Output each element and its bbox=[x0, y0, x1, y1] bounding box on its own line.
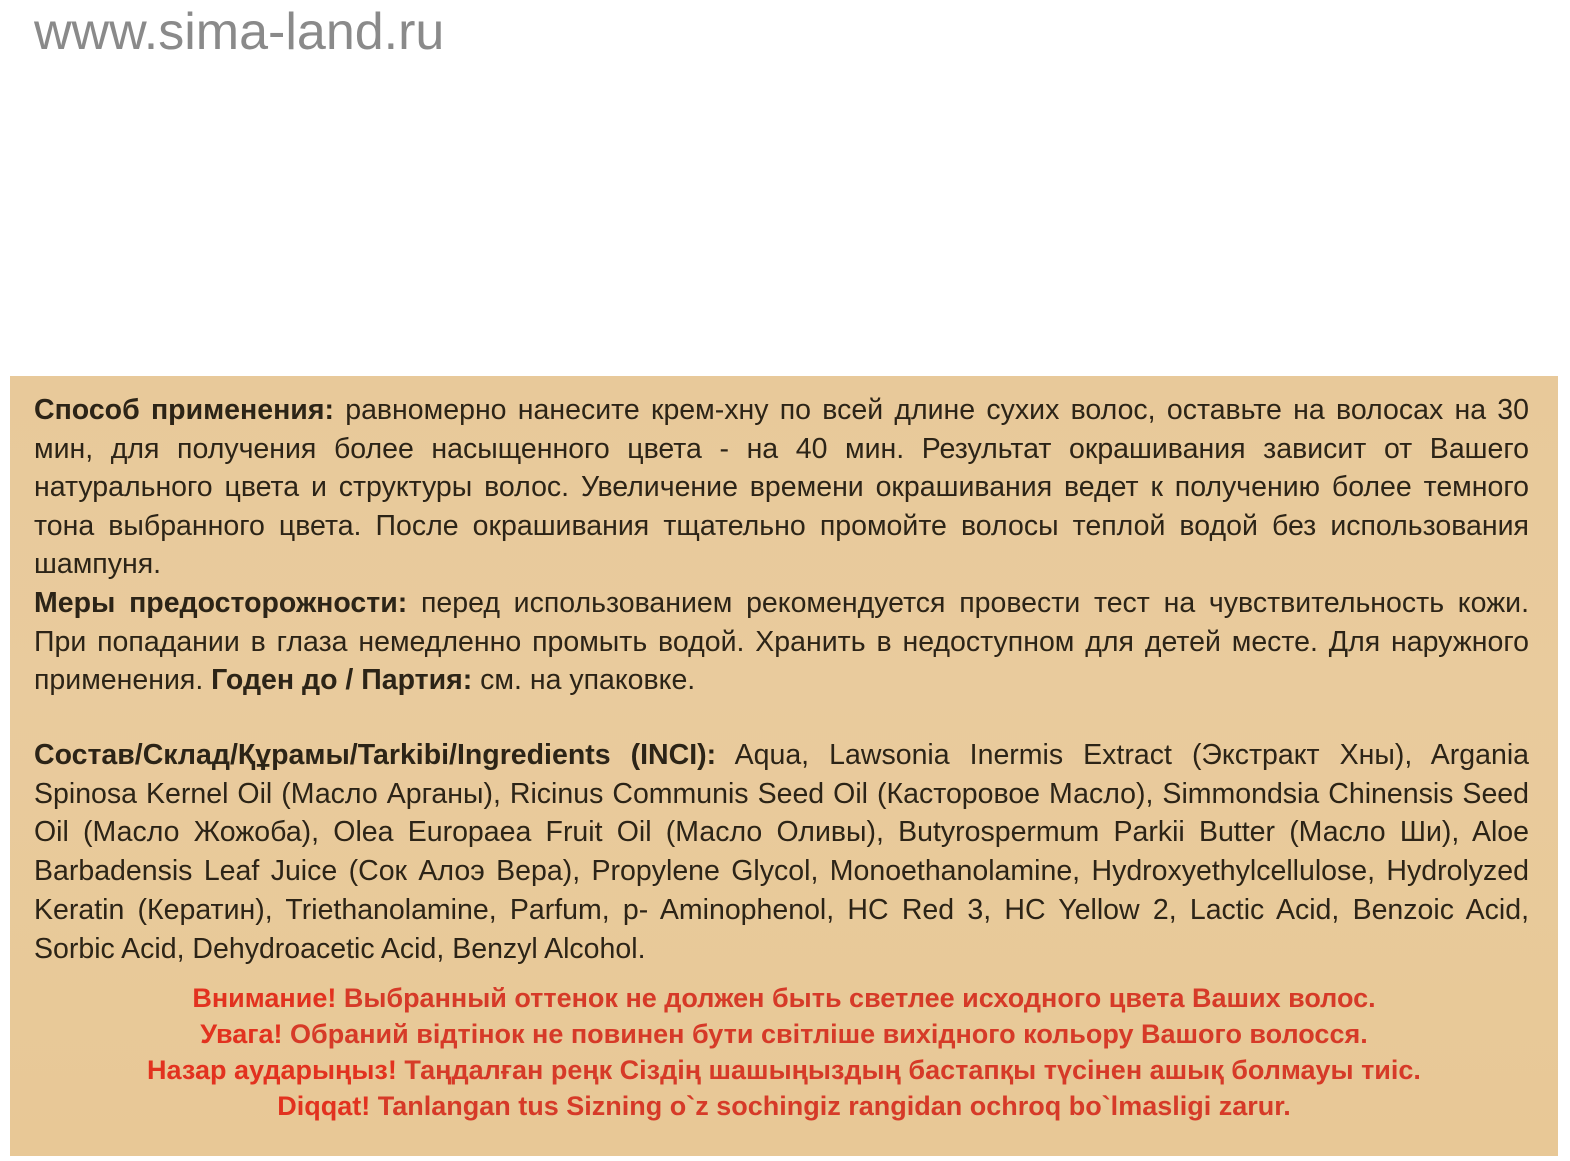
expiry-text: см. на упаковке. bbox=[472, 664, 696, 696]
warning-text: Таңдалған реңк Сіздің шашыңыздың бастапқы түсінен ашық болмауы тиіс. bbox=[396, 1055, 1421, 1085]
warning-text: Обраний відтінок не повинен бути світліше вихідного кольору Вашого волосся. bbox=[282, 1019, 1368, 1049]
warning-line-ru bbox=[10, 980, 1558, 1016]
warning-text: Tanlangan tus Sizning o`z sochingiz rangidan ochroq bo`lmasligi zarur. bbox=[370, 1091, 1291, 1121]
precautions-label: Меры предосторожности: bbox=[34, 587, 408, 619]
precautions-text: перед использованием рекомендуется провести тест на чувствительность кожи. При попадании в глаза немедленно промыть водой. Хранить в недоступном для детей месте. Для наружного применения. bbox=[34, 587, 1529, 696]
warning-lead: Назар аударыңыз! bbox=[147, 1055, 397, 1085]
usage-text: равномерно нанесите крем-хну по всей длине сухих волос, оставьте на волосах на 30 мин, для получения более насыщенного цвета - на 40 мин. Результат окрашивания зависит от Вашего натурального цвета и структуры волос. Увеличение времени окрашивания ведет к получению более темного тона выбранного цвета. После окрашивания тщательно промойте волосы теплой водой без использования шампуня. bbox=[34, 394, 1529, 580]
warning-line-uz bbox=[10, 1088, 1558, 1124]
precautions-section bbox=[34, 584, 1529, 700]
warning-text: Выбранный оттенок не должен быть светлее исходного цвета Ваших волос. bbox=[336, 983, 1376, 1013]
watermark: www.sima-land.ru bbox=[34, 3, 445, 61]
usage-section bbox=[34, 391, 1529, 584]
warning-line-uk bbox=[10, 1016, 1558, 1052]
warning-lead: Diqqat! bbox=[277, 1091, 371, 1121]
usage-label: Способ применения: bbox=[34, 394, 334, 426]
warnings-section bbox=[10, 980, 1558, 1124]
expiry-label: Годен до / Партия: bbox=[211, 664, 473, 696]
ingredients-label: Состав/Склад/Құрамы/Tarkibi/Ingredients (INCI): bbox=[34, 739, 717, 771]
ingredients-text: Aqua, Lawsonia Inermis Extract (Экстракт Хны), Argania Spinosa Kernel Oil (Масло Арганы), Ricinus Communis Seed Oil (Касторовое Масло), Simmondsia Chinensis Seed Oil (Масло Жожоба), Olea Europaea Fruit Oil (Масло Оливы), Butyrospermum Parkii Butter (Масло Ши), Aloe Barbadensis Leaf Juice (Сок Алоэ Вера), Propylene Glycol, Monoethanolamine, Hydroxyethylcellulose, Hydrolyzed Keratin (Кератин), Triethanolamine, Parfum, p- Aminophenol, HC Red 3, HC Yellow 2, Lactic Acid, Benzoic Acid, Sorbic Acid, Dehydroacetic Acid, Benzyl Alcohol. bbox=[34, 739, 1529, 965]
warning-line-kk bbox=[10, 1052, 1558, 1088]
warning-lead: Внимание! bbox=[192, 983, 337, 1013]
warning-lead: Увага! bbox=[200, 1019, 283, 1049]
label-panel bbox=[10, 376, 1558, 1156]
ingredients-section bbox=[34, 736, 1529, 968]
